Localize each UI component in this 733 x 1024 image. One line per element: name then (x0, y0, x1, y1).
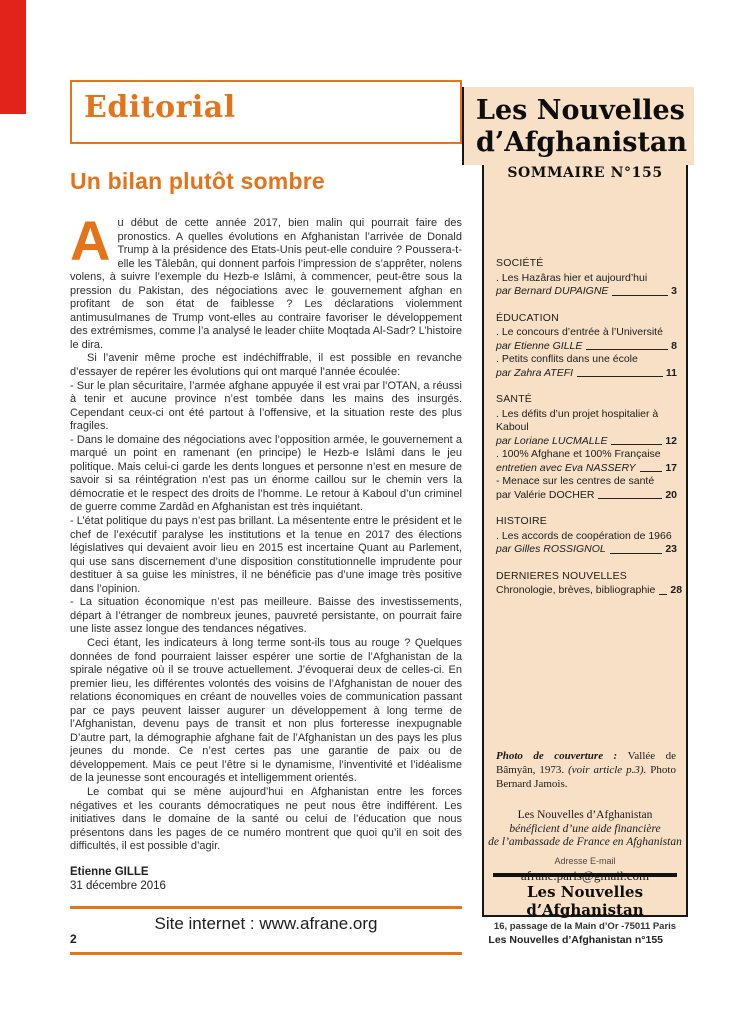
toc-section-heading: ÉDUCATION (496, 311, 559, 324)
toc-item-byline: par Zahra ATEFI (496, 366, 574, 379)
table-of-contents (496, 257, 683, 611)
journal-title (462, 87, 694, 165)
caption-note: (voir article p.3). (568, 764, 647, 776)
funding-line1: Les Nouvelles d’Afghanistan (517, 809, 653, 821)
toc-item (496, 448, 677, 475)
toc-item (496, 584, 683, 598)
leader-line (611, 444, 662, 445)
leader-line (586, 349, 668, 350)
toc-section-societe (496, 257, 677, 299)
caption-value: Vallée de Bâmyân, 1973. (496, 750, 676, 776)
drop-cap: A (70, 209, 111, 272)
leader-line (598, 498, 662, 499)
toc-item (496, 408, 677, 449)
toc-section-dernieres-nouvelles (496, 569, 683, 598)
toc-item (496, 326, 677, 353)
toc-page-number: 28 (670, 584, 683, 596)
toc-item-byline: par Bernard DUPAIGNE (496, 285, 609, 297)
toc-item-line (496, 435, 677, 449)
toc-item-byline: par Etienne GILLE (496, 339, 583, 352)
black-divider-rule (493, 873, 677, 877)
toc-item-title: . Les Hazâras hier et aujourd’hui (496, 271, 648, 284)
editorial-headline: Un bilan plutôt sombre (70, 168, 325, 194)
editorial-paragraph (70, 209, 462, 352)
editorial-paragraph: - Dans le domaine des négociations avec l’opposition armée, le gouvernement a marqué un point en ramenant (en principe) le Hezb-e Islâmi dans le jeu politique. Mais celui-ci garde les dents longues et personne n’est en mesure de savoir si sa réintégration n’est pas un énorme caillou sur le chemin vers la démocratie et le respect des droits de l’homme. Le retour à Kaboul d’un criminel de guerre comme Zardâd en Afghanistan est très inquiétant. (70, 433, 462, 514)
toc-page-number: 12 (665, 434, 677, 447)
toc-item-line (496, 489, 677, 503)
toc-item-byline: par Gilles ROSSIGNOL (496, 543, 606, 555)
editorial-kicker-box (70, 80, 462, 144)
publisher-address: 16, passage de la Main d’Or -75011 Paris (493, 921, 677, 932)
orange-rule-bottom (70, 952, 462, 955)
toc-page-number: 20 (665, 488, 677, 501)
leader-line (610, 553, 663, 554)
journal-title-line1: Les Nouvelles (476, 95, 685, 126)
editorial-paragraph: - Sur le plan sécuritaire, l’armée afghane appuyée il est vrai par l’OTAN, a réussi à tenir et aucune province n’est tombée dans les mains des insurgés. Cependant ceux-ci ont été partout à l’offensive, et la situation reste des plus fragiles. (70, 379, 462, 433)
caption-credit: Photo Bernard Jamois. (496, 764, 676, 790)
toc-section-heading: SOCIÉTÉ (496, 257, 544, 269)
author-signature: Etienne GILLE (70, 865, 149, 878)
funding-line2: bénéficient d’une aide financière (509, 822, 661, 835)
editorial-column (70, 80, 462, 955)
toc-item (496, 475, 677, 502)
sommaire-label: SOMMAIRE N°155 (507, 165, 663, 181)
funding-line3: de l’ambassade de France en Afghanistan (488, 836, 682, 848)
toc-item-title: . Petits conflits dans une école (496, 353, 638, 365)
toc-page-number: 11 (665, 366, 677, 379)
toc-item-byline: Chronologie, brèves, bibliographie (496, 584, 656, 596)
toc-section-heading: DERNIERES NOUVELLES (496, 569, 628, 582)
editorial-kicker: Editorial (84, 90, 236, 125)
editorial-paragraph: Si l’avenir même proche est indéchiffrable, il est possible en revanche d’essayer de repérer les évolutions qui ont marqué l’année écoulée: (70, 352, 462, 379)
leader-line (659, 594, 667, 595)
sommaire-sidebar (476, 95, 688, 932)
toc-section-heading: HISTOIRE (496, 515, 547, 527)
toc-page-number: 3 (671, 285, 677, 297)
toc-item-title: . Les accords de coopération de 1966 (496, 529, 672, 542)
page-number: 2 (70, 932, 77, 946)
footer-journal-reference: Les Nouvelles d’Afghanistan n°155 (488, 934, 663, 946)
toc-section-education (496, 312, 677, 381)
leader-line (640, 471, 663, 472)
paragraph-text: u début de cette année 2017, bien malin qui pourrait faire des pronostics. A quelles évolutions en Afghanistan l’arrivée de Donald Trump à la présidence des Etats-Unis peut-elle conduire ? Poussera-t-elle les Tâlebân, qui donnent parfois l’impression de s’apprêter, nolens volens, à suivre l’exemple du Hezb-e Islâmi, à commencer, peut-être sous la pression du Pakistan, des négociations avec le gouvernement afghan en profitant de son état de faiblesse ? Les déclarations violemment antimusulmanes de Trump vont-elles au contraire favoriser le développement des extrémismes, comme l’a analysé le leader chiite Moqtada Al-Sadr? L’histoire le dira. (70, 217, 462, 351)
editorial-date: 31 décembre 2016 (70, 879, 166, 892)
toc-section-sante (496, 393, 677, 502)
toc-item-title: - Menace sur les centres de santé (496, 475, 655, 487)
cover-photo-caption (496, 749, 676, 791)
editorial-body (70, 209, 462, 854)
toc-item-line (496, 285, 677, 299)
leader-line (612, 295, 668, 296)
toc-item-title: . Les défits d’un projet hospitalier à Kaboul (496, 407, 659, 433)
toc-section-heading: SANTÉ (496, 393, 533, 405)
toc-item-line (496, 543, 677, 557)
toc-item (496, 530, 677, 557)
publisher-name: Les Nouvelles d’Afghanistan (526, 883, 644, 919)
toc-page-number: 8 (671, 339, 677, 352)
toc-item (496, 353, 677, 380)
email-label: Adresse E-mail (554, 855, 616, 866)
toc-page-number: 17 (665, 461, 677, 474)
toc-section-histoire (496, 515, 677, 557)
toc-item-byline: entretien avec Eva NASSERY (496, 461, 636, 474)
corner-red-bar (0, 0, 26, 114)
toc-item-line (496, 584, 683, 598)
toc-page-number: 23 (665, 543, 677, 555)
toc-item-line (496, 367, 677, 381)
publisher-address-block (484, 883, 686, 932)
editorial-paragraph: - L’état politique du pays n’est pas brillant. La mésentente entre le président et le chef de l’exécutif paralyse les institutions et la tenue en 2017 des élections législatives qui devaient avoir lieu en 2015 est incertaine Quant au Parlement, qui use sans discernement d’une disposition constitutionnelle imprudente pour destituer à sa guise les ministres, il ne bénéficie pas d’une image très positive dans l’opinion. (70, 515, 462, 595)
journal-title-line2: d’Afghanistan (476, 127, 688, 158)
toc-item-line (496, 340, 677, 354)
leader-line (577, 376, 663, 377)
toc-item-title: . Le concours d’entrée à l’Université (496, 326, 663, 338)
funding-note (484, 809, 686, 883)
website-line: Site internet : www.afrane.org (154, 913, 378, 933)
toc-item-byline: par Valérie DOCHER (496, 488, 595, 501)
toc-item-line (496, 462, 677, 476)
toc-item-title: . 100% Afghane et 100% Française (496, 448, 661, 460)
editorial-paragraph: Le combat qui se mène aujourd’hui en Afghanistan entre les forces négatives et les courants démocratiques ne peut nous être indifférent. Les initiatives dans le domaine de la santé ou celui de l’éducation que nous présentons dans les pages de ce numéro montrent que quoi qu’il en soit des difficultés, il est possible d’agir. (70, 785, 462, 853)
editorial-paragraph: - La situation économique n’est pas meilleure. Baisse des investissements, départ à l’étranger de nombreux jeunes, pauvreté persistante, on pourrait faire une liste assez longue des tendances négatives. (70, 596, 462, 636)
caption-label: Photo de couverture : (496, 750, 628, 762)
editorial-paragraph: Ceci étant, les indicateurs à long terme sont-ils tous au rouge ? Quelques données de fond pourraient laisser espérer une sortie de l’Afghanistan de la spirale négative où il se trouve actuellement. J’évoquerai deux de celles-ci. En premier lieu, les différentes volontés des voisins de l’Afghanistan de nouer des relations économiques en créant de nouvelles voies de communication passant par ce pays peuvent laisser augurer un développement à long terme de l’Afghanistan, devenu pays de transit et non plus forteresse inexpugnable D’autre part, la démographie afghane fait de l’Afghanistan un des pays les plus jeunes du monde. Ce n’est certes pas une garantie de paix ou de développement. Mais ce peut l’être si le dynamisme, l’inventivité et l’idéalisme de la jeunesse sont encouragés et intelligemment orientés. (70, 636, 462, 785)
toc-item (496, 272, 677, 299)
toc-item-byline: par Loriane LUCMALLE (496, 434, 608, 447)
